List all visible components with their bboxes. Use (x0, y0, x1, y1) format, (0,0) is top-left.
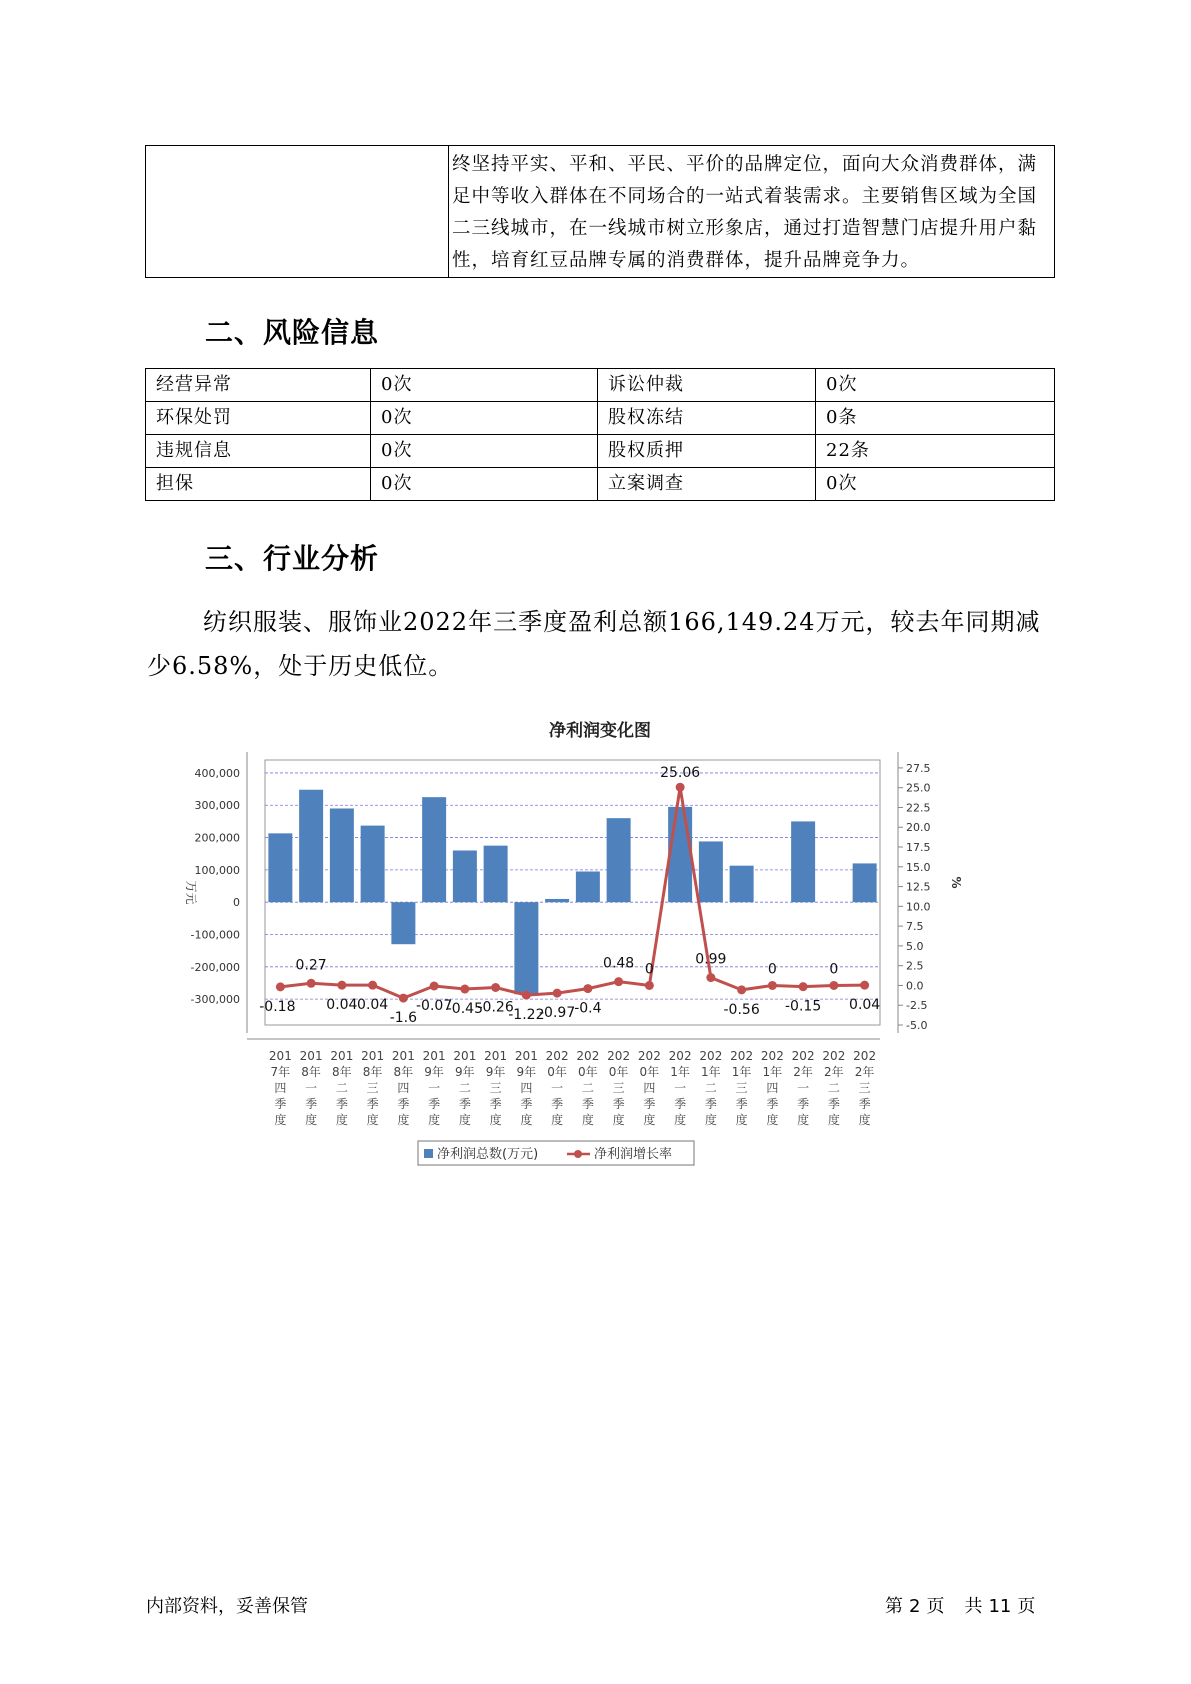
risk-key: 诉讼仲裁 (598, 369, 816, 402)
x-tick-label: 二 (827, 1081, 840, 1095)
x-tick-label: 季 (643, 1097, 656, 1111)
x-tick-label: 1年 (701, 1065, 721, 1079)
y-tick-label: -300,000 (190, 993, 240, 1007)
x-tick-label: 季 (797, 1097, 810, 1111)
legend-line-marker (574, 1150, 582, 1158)
x-tick-label: 度 (274, 1113, 287, 1127)
x-tick-label: 度 (428, 1113, 441, 1127)
x-tick-label: 季 (335, 1097, 348, 1111)
x-tick-label: 度 (766, 1113, 779, 1127)
page-current: 2 (909, 1596, 921, 1617)
x-tick-label: 季 (704, 1097, 717, 1111)
x-tick-label: 201 (268, 1049, 292, 1063)
x-tick-label: 度 (858, 1113, 871, 1127)
growth-point (860, 981, 869, 990)
bar (299, 790, 323, 902)
x-tick-label: 度 (335, 1113, 348, 1127)
x-tick-label: 季 (366, 1097, 379, 1111)
x-tick-label: 度 (827, 1113, 840, 1127)
x-tick-label: 二 (704, 1081, 717, 1095)
y-axis-label: 万元 (184, 880, 198, 905)
industry-paragraph: 纺织服装、服饰业2022年三季度盈利总额166,149.24万元，较去年同期减少6.58%，处于历史低位。 (147, 608, 1041, 680)
x-tick-label: 度 (612, 1113, 625, 1127)
y2-tick-label: 7.5 (906, 920, 924, 934)
growth-point (768, 981, 777, 990)
x-tick-label: 201 (391, 1049, 415, 1063)
legend-line-label: 净利润增长率 (594, 1147, 673, 1162)
growth-point (737, 985, 746, 994)
x-tick-label: 202 (637, 1049, 661, 1063)
growth-point (614, 977, 623, 986)
risk-value: 0次 (816, 468, 1055, 501)
growth-point (676, 783, 685, 792)
x-tick-label: 一 (428, 1081, 441, 1095)
x-tick-label: 一 (797, 1081, 810, 1095)
x-tick-label: 四 (520, 1081, 533, 1095)
risk-key: 股权质押 (598, 435, 816, 468)
x-tick-label: 9年 (516, 1065, 537, 1079)
company-description-table (145, 145, 1055, 278)
growth-data-label: 0.48 (603, 955, 635, 972)
x-tick-label: 8年 (301, 1065, 321, 1079)
bar (484, 846, 508, 903)
x-tick-label: 度 (458, 1113, 471, 1127)
x-tick-label: 201 (299, 1049, 323, 1063)
growth-point (337, 981, 346, 990)
risk-key: 股权冻结 (598, 402, 816, 435)
growth-data-label: -0.26 (477, 999, 514, 1016)
x-tick-label: 201 (514, 1049, 538, 1063)
risk-key: 担保 (146, 468, 371, 501)
x-tick-label: 7年 (270, 1065, 291, 1079)
x-tick-label: 一 (674, 1081, 687, 1095)
x-tick-label: 202 (576, 1049, 600, 1063)
bar (268, 833, 292, 902)
risk-value: 0次 (371, 402, 598, 435)
risk-key: 违规信息 (146, 435, 371, 468)
y2-tick-label: -2.5 (906, 999, 928, 1013)
x-tick-label: 9年 (455, 1065, 475, 1079)
x-tick-label: 季 (397, 1097, 410, 1111)
x-tick-label: 202 (668, 1049, 692, 1063)
growth-point (430, 982, 439, 991)
x-tick-label: 1年 (731, 1065, 752, 1079)
x-tick-label: 0年 (578, 1065, 598, 1079)
y-tick-label: -100,000 (190, 928, 240, 942)
x-tick-label: 季 (735, 1097, 748, 1111)
y2-tick-label: 2.5 (906, 959, 924, 973)
growth-point (276, 982, 285, 991)
table-row (146, 435, 1055, 468)
chart-body (184, 752, 963, 1165)
description-text-cell: 终坚持平实、平和、平民、平价的品牌定位，面向大众消费群体，满足中等收入群体在不同场合的一站式着装需求。主要销售区域为全国二三线城市，在一线城市树立形象店，通过打造智慧门店提升用户黏性，培育红豆品牌专属的消费群体，提升品牌竞争力。 (449, 146, 1055, 278)
growth-data-label: 25.06 (660, 765, 701, 782)
growth-data-label: -0.15 (785, 998, 822, 1015)
risk-key: 经营异常 (146, 369, 371, 402)
growth-data-label: 0.99 (695, 951, 727, 968)
x-tick-label: 0年 (547, 1065, 567, 1079)
x-tick-label: 季 (766, 1097, 779, 1111)
growth-point (307, 979, 316, 988)
bar (607, 818, 631, 902)
y2-tick-label: 15.0 (906, 860, 931, 874)
bar (730, 866, 754, 903)
growth-data-label: -0.4 (574, 1000, 602, 1017)
y-tick-label: 100,000 (194, 863, 240, 877)
x-tick-label: 201 (422, 1049, 446, 1063)
x-tick-label: 度 (735, 1113, 748, 1127)
x-tick-label: 201 (484, 1049, 508, 1063)
growth-point (583, 984, 592, 993)
x-tick-label: 季 (858, 1097, 871, 1111)
risk-value: 0条 (816, 402, 1055, 435)
bar (853, 863, 877, 902)
chart-title: 净利润变化图 (549, 721, 651, 741)
growth-data-label: -0.18 (259, 998, 296, 1015)
y2-tick-label: 0.0 (906, 979, 924, 993)
risk-value: 0次 (371, 468, 598, 501)
x-tick-label: 季 (674, 1097, 687, 1111)
y-tick-label: -200,000 (190, 960, 240, 974)
risk-value: 22条 (816, 435, 1055, 468)
x-tick-label: 2年 (824, 1065, 844, 1079)
growth-data-label: 0 (829, 961, 839, 978)
y-tick-label: 200,000 (194, 831, 240, 845)
bar (668, 807, 692, 902)
growth-data-label: 0.04 (357, 997, 389, 1014)
total-label: 页 (1017, 1596, 1036, 1617)
bar (361, 826, 385, 903)
growth-data-label: -0.07 (416, 998, 453, 1015)
growth-point (522, 991, 531, 1000)
x-tick-label: 1年 (762, 1065, 783, 1079)
bar (699, 841, 723, 902)
growth-data-label: -0.97 (539, 1005, 576, 1022)
x-tick-label: 四 (397, 1081, 410, 1095)
y2-tick-label: 17.5 (906, 841, 931, 855)
x-tick-label: 度 (397, 1113, 410, 1127)
x-tick-label: 202 (730, 1049, 754, 1063)
x-tick-label: 三 (366, 1081, 379, 1095)
growth-data-label: 0 (767, 961, 777, 978)
table-row (146, 402, 1055, 435)
y2-tick-label: 27.5 (906, 761, 931, 775)
x-tick-label: 季 (274, 1097, 287, 1111)
risk-value: 0次 (371, 369, 598, 402)
x-tick-label: 季 (551, 1097, 564, 1111)
y2-axis-label: % (949, 876, 963, 889)
net-profit-chart (180, 710, 1020, 1170)
growth-data-label: 0.04 (849, 997, 881, 1014)
x-tick-label: 一 (305, 1081, 318, 1095)
x-tick-label: 202 (822, 1049, 846, 1063)
x-tick-label: 季 (489, 1097, 502, 1111)
page-label: 第 (885, 1596, 903, 1617)
industry-section-heading: 三、行业分析 (205, 542, 380, 575)
page-total: 11 (988, 1596, 1012, 1617)
x-tick-label: 9年 (485, 1065, 506, 1079)
bar (545, 899, 569, 902)
x-tick-label: 三 (489, 1081, 502, 1095)
x-tick-label: 度 (797, 1113, 810, 1127)
x-tick-label: 一 (551, 1081, 564, 1095)
x-tick-label: 202 (699, 1049, 723, 1063)
x-tick-label: 9年 (424, 1065, 444, 1079)
growth-point (399, 994, 408, 1003)
growth-point (368, 981, 377, 990)
x-tick-label: 季 (520, 1097, 533, 1111)
x-tick-label: 202 (791, 1049, 815, 1063)
x-tick-label: 四 (643, 1081, 656, 1095)
total-label: 共 (964, 1596, 983, 1617)
footer-confidential: 内部资料，妥善保管 (146, 1596, 308, 1617)
x-tick-label: 度 (551, 1113, 564, 1127)
growth-point (799, 982, 808, 991)
x-tick-label: 0年 (639, 1065, 660, 1079)
risk-info-table (145, 368, 1055, 501)
risk-key: 立案调查 (598, 468, 816, 501)
x-tick-label: 202 (545, 1049, 569, 1063)
x-tick-label: 度 (704, 1113, 717, 1127)
x-tick-label: 2年 (793, 1065, 813, 1079)
x-tick-label: 201 (453, 1049, 477, 1063)
x-tick-label: 8年 (362, 1065, 383, 1079)
growth-point (829, 981, 838, 990)
x-tick-label: 度 (674, 1113, 687, 1127)
bar (576, 871, 600, 902)
x-tick-label: 季 (581, 1097, 594, 1111)
x-tick-label: 度 (520, 1113, 533, 1127)
legend-bar-label: 净利润总数(万元) (437, 1147, 539, 1162)
bar (391, 902, 415, 944)
growth-data-label: 0 (644, 961, 654, 978)
x-tick-label: 201 (330, 1049, 354, 1063)
x-tick-label: 季 (827, 1097, 840, 1111)
x-tick-label: 二 (458, 1081, 471, 1095)
growth-point (460, 985, 469, 994)
page-number (885, 1592, 1041, 1618)
y2-tick-label: 12.5 (906, 880, 931, 894)
x-tick-label: 季 (305, 1097, 318, 1111)
description-label-cell (146, 146, 449, 278)
x-tick-label: 度 (305, 1113, 318, 1127)
table-row (146, 369, 1055, 402)
table-row (146, 468, 1055, 501)
bar (791, 821, 815, 902)
x-tick-label: 8年 (332, 1065, 352, 1079)
x-tick-label: 三 (612, 1081, 625, 1095)
risk-section-heading: 二、风险信息 (205, 316, 380, 349)
bar (330, 808, 354, 902)
growth-data-label: -1.6 (389, 1010, 418, 1027)
x-tick-label: 季 (428, 1097, 441, 1111)
growth-point (645, 981, 654, 990)
x-tick-label: 202 (760, 1049, 784, 1063)
x-tick-label: 1年 (670, 1065, 690, 1079)
legend-bar-swatch (424, 1149, 433, 1158)
y2-tick-label: 20.0 (906, 821, 931, 835)
growth-point (553, 989, 562, 998)
x-tick-label: 度 (643, 1113, 656, 1127)
x-tick-label: 8年 (393, 1065, 414, 1079)
y-tick-label: 400,000 (194, 766, 240, 780)
growth-data-label: 0.04 (326, 997, 358, 1014)
bar (453, 850, 477, 902)
x-tick-label: 201 (361, 1049, 385, 1063)
risk-value: 0次 (816, 369, 1055, 402)
growth-data-label: -0.45 (446, 1001, 483, 1018)
y2-tick-label: -5.0 (906, 1019, 928, 1032)
growth-data-label: -0.56 (723, 1001, 760, 1018)
risk-key: 环保处罚 (146, 402, 371, 435)
x-tick-label: 四 (274, 1081, 287, 1095)
y2-tick-label: 25.0 (906, 781, 931, 795)
growth-data-label: 0.27 (295, 957, 327, 974)
y2-tick-label: 5.0 (906, 939, 924, 953)
risk-value: 0次 (371, 435, 598, 468)
x-tick-label: 二 (581, 1081, 594, 1095)
bar (514, 902, 538, 994)
x-tick-label: 度 (581, 1113, 594, 1127)
x-tick-label: 度 (489, 1113, 502, 1127)
y2-tick-label: 22.5 (906, 801, 931, 815)
growth-point (491, 983, 500, 992)
bar (422, 797, 446, 902)
x-tick-label: 季 (458, 1097, 471, 1111)
x-tick-label: 四 (766, 1081, 779, 1095)
y-tick-label: 300,000 (194, 799, 240, 813)
x-tick-label: 0年 (608, 1065, 629, 1079)
x-tick-label: 三 (858, 1081, 871, 1095)
page-label: 页 (926, 1596, 945, 1617)
growth-data-label: -1.22 (508, 1007, 545, 1024)
x-tick-label: 二 (335, 1081, 348, 1095)
x-tick-label: 202 (853, 1049, 877, 1063)
x-tick-label: 度 (366, 1113, 379, 1127)
y2-tick-label: 10.0 (906, 900, 931, 914)
x-tick-label: 三 (735, 1081, 748, 1095)
x-tick-label: 2年 (854, 1065, 875, 1079)
y-tick-label: 0 (233, 896, 240, 910)
x-tick-label: 季 (612, 1097, 625, 1111)
growth-point (706, 973, 715, 982)
x-tick-label: 202 (607, 1049, 631, 1063)
